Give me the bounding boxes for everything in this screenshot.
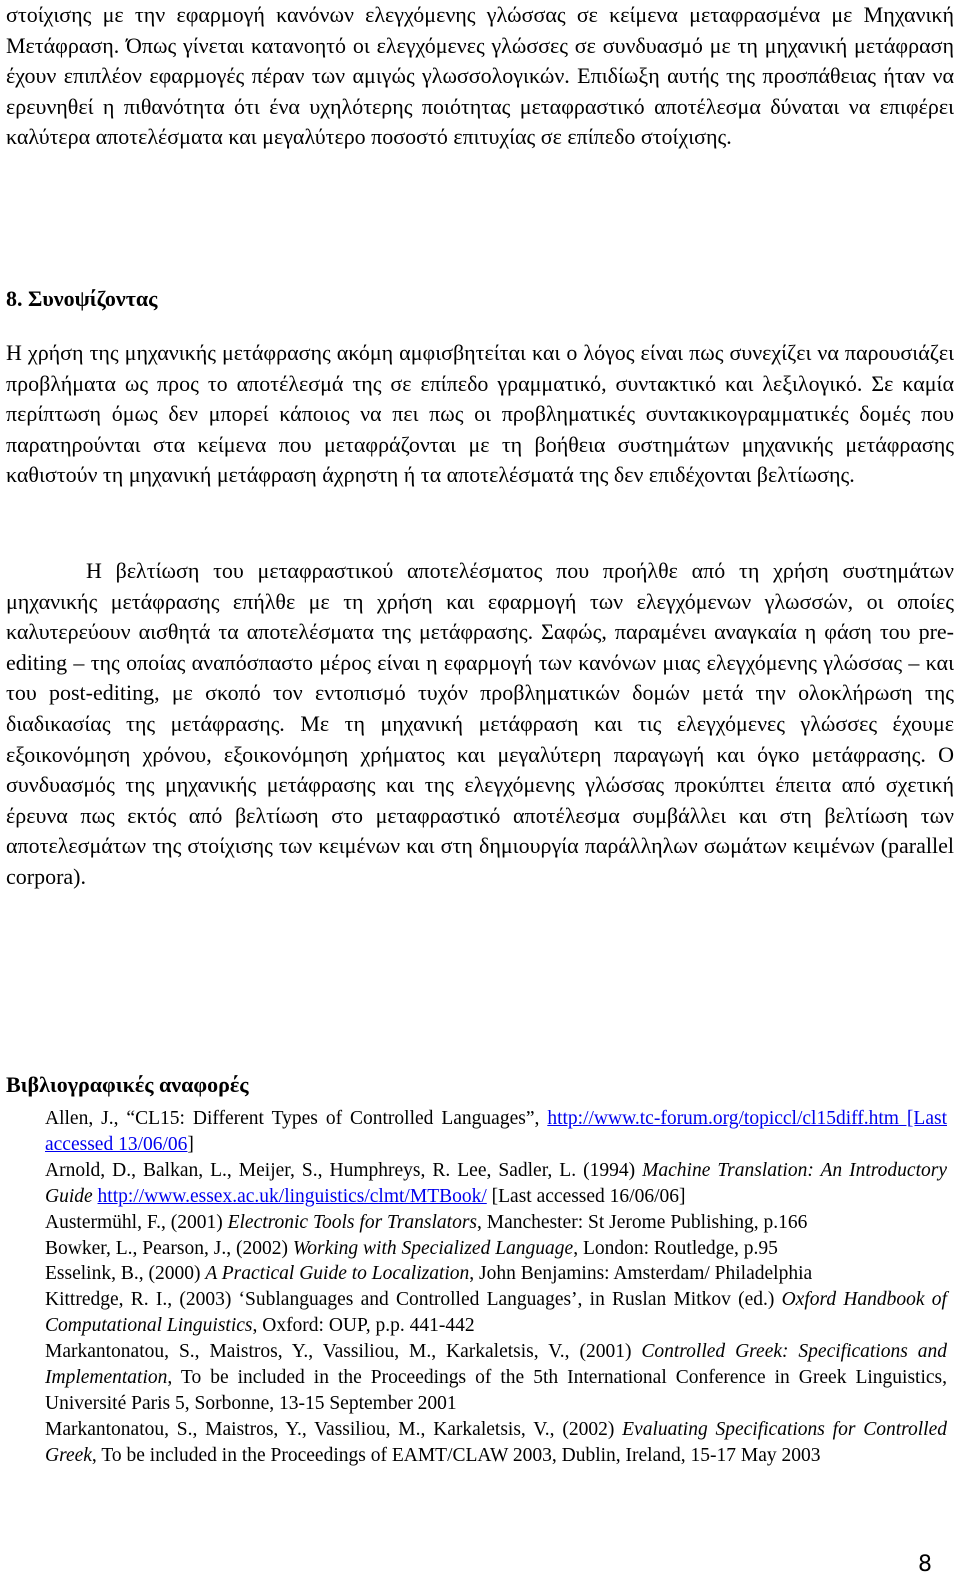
reference-text: Esselink, B., (2000) bbox=[45, 1263, 206, 1285]
reference-link[interactable]: http://www.essex.ac.uk/linguistics/clmt/MTBook/ bbox=[97, 1185, 487, 1207]
reference-text: ] bbox=[187, 1133, 194, 1155]
reference-text: , To be included in the Proceedings of the 5th International Conference in Greek Linguistics, Université Paris 5, Sorbonne, 13-15 September 2001 bbox=[45, 1367, 947, 1414]
reference-title: A Practical Guide to Localization bbox=[205, 1263, 470, 1285]
paragraph-mt-problems: Η χρήση της μηχανικής μετάφρασης ακόμη αμφισβητείται και ο λόγος είναι πως συνεχίζει να παρουσιάζει προβλήματα ως προς το αποτέλεσμά της σε επίπεδο γραμματικό, συντακτικό και λεξιλογικό. Σε καμία περίπτωση όμως δεν μπορεί κάποιος να πει πως οι προβληματικές συντακικογραμματικές δομές που παρατηρούνται στα κείμενα που μεταφράζονται με τη βοήθεια συστημάτων μηχανικής μετάφρασης καθιστούν τη μηχανική μετάφραση άχρηστη ή τα αποτελέσματά της δεν επιδέχονται βελτίωσης. bbox=[6, 340, 954, 488]
page-number: 8 bbox=[918, 1552, 932, 1577]
reference-text: , Manchester: St Jerome Publishing, p.166 bbox=[477, 1211, 808, 1233]
reference-text: [Last accessed 16/06/06] bbox=[486, 1185, 686, 1207]
reference-text: Markantonatou, S., Maistros, Y., Vassiliou, M., Karkaletsis, V., (2001) bbox=[45, 1341, 642, 1363]
reference-item bbox=[45, 1417, 947, 1469]
reference-item bbox=[45, 1261, 947, 1287]
reference-link[interactable]: http://www.tc-forum.org/topiccl/cl15diff.htm [Last accessed 13/06/06 bbox=[45, 1108, 947, 1155]
reference-title: Working with Specialized Language bbox=[292, 1237, 574, 1259]
reference-text: Bowker, L., Pearson, J., (2002) bbox=[45, 1237, 293, 1259]
reference-text: , London: Routledge, p.95 bbox=[573, 1237, 778, 1259]
reference-text: Arnold, D., Balkan, L., Meijer, S., Humphreys, R. Lee, Sadler, L. (1994) bbox=[45, 1159, 643, 1181]
reference-title: Oxford Handbook of Computational Linguistics bbox=[45, 1289, 947, 1337]
reference-title: Controlled Greek: Specifications and Implementation bbox=[45, 1341, 947, 1389]
reference-title: Machine Translation: An Introductory Guide bbox=[45, 1159, 947, 1207]
reference-text: Allen, J., “CL15: Different Types of Controlled Languages”, bbox=[45, 1108, 548, 1129]
reference-text: , Oxford: OUP, p.p. 441-442 bbox=[252, 1315, 475, 1337]
reference-item bbox=[45, 1158, 947, 1210]
paragraph-mt-improvement: Η βελτίωση του μεταφραστικού αποτελέσματος που προήλθε από τη χρήση συστημάτων μηχανικής μετάφρασης επήλθε με τη χρήση και εφαρμογή των ελεγχόμενων γλωσσών, οι οποίες καλυτερεύουν αισθητά τα αποτελέσματα της μετάφρασης. Σαφώς, παραμένει αναγκαία η φάση του pre-editing – της οποίας αναπόσπαστο μέρος είναι η εφαρμογή των κανόνων μιας ελεγχόμενης γλώσσας – και του post-editing, με σκοπό τον εντοπισμό τυχόν προβληματικών δομών μετά την ολοκλήρωση της διαδικασίας της μετάφρασης. Με τη μηχανική μετάφραση και τις ελεγχόμενες γλώσσες έχουμε εξοικονόμηση χρόνου, εξοικονόμηση χρήματος και μεγαλύτερη παραγωγή και όγκο μετάφρασης. Ο συνδυασμός της μηχανικής μετάφρασης και της ελεγχόμενης γλώσσας προκύπτει έπειτα από σχετική έρευνα πως εκτός από βελτίωση στο μεταφραστικό αποτέλεσμα συμβάλλει και στη βελτίωση των αποτελεσμάτων της στοίχισης των κειμένων και στη δημιουργία παράλληλων σωμάτων κειμένων (parallel corpora). bbox=[6, 558, 954, 889]
reference-item bbox=[45, 1210, 947, 1236]
reference-text: , John Benjamins: Amsterdam/ Philadelphia bbox=[469, 1263, 813, 1285]
reference-text: Kittredge, R. I., (2003) ‘Sublanguages and Controlled Languages’, in Ruslan Mitkov (ed.) bbox=[45, 1289, 782, 1311]
paragraph-alignment-conclusion: στοίχισης με την εφαρμογή κανόνων ελεγχόμενης γλώσσας σε κείμενα μεταφρασμένα με Μηχανική Μετάφραση. Όπως γίνεται κατανοητό οι ελεγχόμενες γλώσσες σε συνδυασμό με τη μηχανική μετάφραση έχουν επιπλέον εφαρμογές πέραν των αμιγώς γλωσσολογικών. Επιδίωξη αυτής της προσπάθειας ήταν να ερευνηθεί η πιθανότητα ότι ένα υχηλότερης ποιότητας μεταφραστικό αποτέλεσμα δύναται να επιφέρει καλύτερα αποτελέσματα και μεγαλύτερο ποσοστό επιτυχίας σε επίπεδο στοίχισης. bbox=[6, 2, 954, 150]
reference-text: Austermühl, F., (2001) bbox=[45, 1211, 228, 1233]
reference-item bbox=[45, 1339, 947, 1417]
reference-item bbox=[45, 1287, 947, 1339]
reference-title: Evaluating Specifications for Controlled Greek bbox=[45, 1418, 947, 1466]
bibliography-heading: Βιβλιογραφικές αναφορές bbox=[6, 1072, 249, 1097]
reference-list bbox=[45, 1106, 947, 1469]
reference-item bbox=[45, 1106, 947, 1158]
reference-text: Markantonatou, S., Maistros, Y., Vassiliou, M., Karkaletsis, V., (2002) bbox=[45, 1418, 623, 1440]
reference-item bbox=[45, 1236, 947, 1262]
reference-title: Electronic Tools for Translators bbox=[227, 1211, 477, 1233]
reference-text: , To be included in the Proceedings of EAMT/CLAW 2003, Dublin, Ireland, 15-17 May 2003 bbox=[91, 1444, 821, 1466]
section-heading-summary: 8. Συνοψίζοντας bbox=[6, 286, 158, 311]
